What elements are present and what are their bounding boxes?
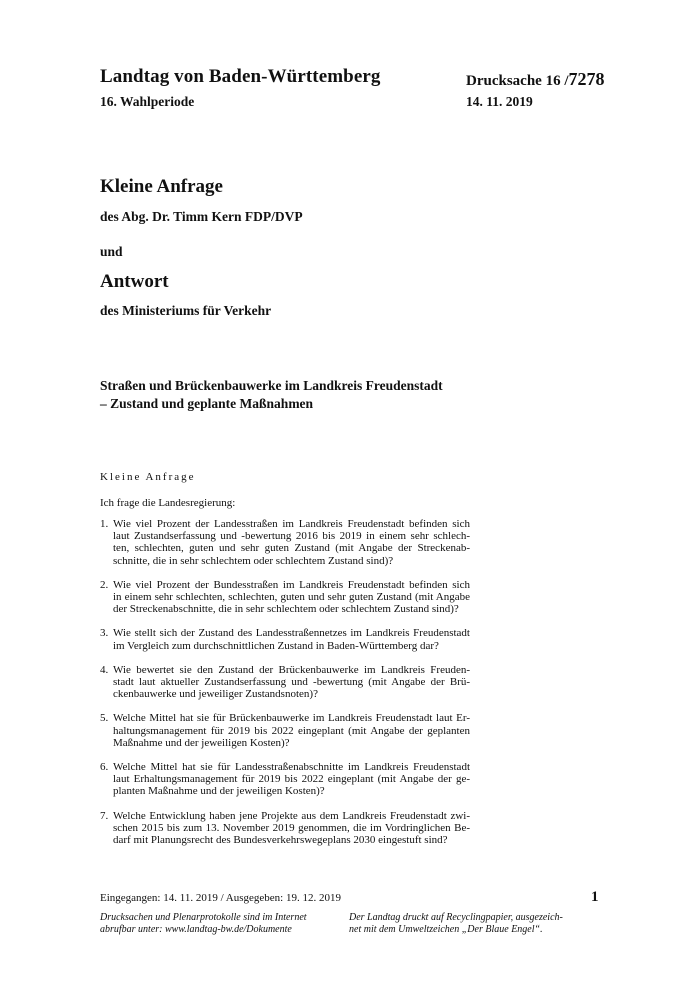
question-text-line: in einem sehr schlechten, schlechten, guten und sehr guten Zustand (mit Angabe — [113, 591, 470, 604]
question-text-line: darf mit Planungsrecht des Bundesverkehrswegeplans 2030 eingestuft sind? — [113, 834, 448, 847]
question-number: 3. — [100, 627, 109, 640]
topic-line-1: Straßen und Brückenbauwerke im Landkreis Freudenstadt — [100, 378, 443, 393]
question-text-line: Welche Entwicklung haben jene Projekte aus dem Landkreis Freudenstadt zwi- — [113, 809, 470, 822]
footer-internet-line-2: abrufbar unter: www.landtag-bw.de/Dokumente — [100, 923, 292, 935]
footer-recycling-line-1: Der Landtag druckt auf Recyclingpapier, ausgezeich- — [349, 912, 563, 923]
question-number: 2. — [100, 578, 109, 591]
question-text-line: im Vergleich zum durchschnittlichen Zustand in Baden-Württemberg dar? — [113, 639, 439, 652]
question-text-line: Wie viel Prozent der Bundesstraßen im Landkreis Freudenstadt befinden sich — [113, 578, 470, 591]
footer-recycling-line-2: net mit dem Umweltzeichen „Der Blaue Engel“. — [349, 923, 543, 935]
question-text-line: ten, schlechten, guten und sehr guten Zustand (mit Angabe der Streckenab- — [113, 542, 470, 555]
question-text-line: Welche Mittel hat sie für Landesstraßenabschnitte im Landkreis Freudenstadt — [113, 761, 470, 774]
footer-internet-line-1: Drucksachen und Plenarprotokolle sind im Internet — [100, 912, 307, 923]
question-item — [100, 664, 470, 701]
question-number: 4. — [100, 663, 109, 676]
question-item — [100, 712, 470, 749]
question-text-line: Wie stellt sich der Zustand des Landesstraßennetzes im Landkreis Freudenstadt — [113, 627, 470, 640]
election-period: 16. Wahlperiode — [100, 94, 195, 109]
intro-text: Ich frage die Landesregierung: — [100, 497, 236, 509]
question-item — [100, 579, 470, 616]
drucksache-number: 7278 — [568, 69, 605, 89]
und-line: und — [100, 244, 123, 259]
footer-internet-note — [100, 912, 307, 935]
question-item — [100, 518, 470, 567]
question-text-line: Wie viel Prozent der Landesstraßen im Landkreis Freudenstadt befinden sich — [113, 518, 470, 530]
question-text-line: laut Zustandserfassung und -bewertung 2016 bis 2019 in einem sehr schlech- — [113, 530, 470, 543]
footer-recycling-note — [349, 912, 563, 935]
question-item — [100, 810, 470, 847]
question-text-line: planten Maßnahme und der jeweiligen Kosten)? — [113, 785, 325, 798]
question-text-line: schen 2015 bis zum 13. November 2019 genommen, die im Vordringlichen Be- — [113, 821, 470, 834]
question-item — [100, 761, 470, 798]
question-number: 6. — [100, 761, 109, 774]
question-text-line: stadt laut aktueller Zustandserfassung und -bewertung (mit Angabe der Brü- — [113, 676, 470, 689]
question-number: 7. — [100, 809, 109, 822]
question-text-line: laut Erhaltungsmanagement für 2019 bis 2022 eingeplant (mit Angabe der ge- — [113, 773, 470, 786]
question-text-line: schnitte, die in sehr schlechtem oder schlechtem Zustand sind)? — [113, 554, 394, 567]
footer-dates: Eingegangen: 14. 11. 2019 / Ausgegeben: 19. 12. 2019 — [100, 892, 341, 904]
question-text-line: ckenbauwerke und jeweiliger Zustandsnoten)? — [113, 688, 318, 701]
drucksache-label — [466, 69, 605, 90]
heading-kleine-anfrage: Kleine Anfrage — [100, 176, 223, 197]
parliament-title: Landtag von Baden-Württemberg — [100, 66, 381, 87]
question-number: 1. — [100, 518, 109, 530]
question-number: 5. — [100, 712, 109, 725]
drucksache-prefix: Drucksache 16 / — [466, 73, 569, 89]
question-list — [100, 518, 470, 858]
question-text-line: der Streckenabschnitte, die in sehr schlechtem oder schlechtem Zustand sind)? — [113, 603, 459, 616]
question-text-line: Wie bewertet sie den Zustand der Brückenbauwerke im Landkreis Freuden- — [113, 663, 470, 676]
question-text-line: Maßnahme und der jeweiligen Kosten)? — [113, 736, 290, 749]
heading-antwort: Antwort — [100, 271, 169, 292]
topic-line-2: – Zustand und geplante Maßnahmen — [100, 396, 314, 411]
document-topic — [100, 377, 500, 413]
ministry-line: des Ministeriums für Verkehr — [100, 303, 272, 318]
question-item — [100, 627, 470, 651]
question-text-line: Welche Mittel hat sie für Brückenbauwerke im Landkreis Freudenstadt laut Er- — [113, 712, 470, 725]
author-line: des Abg. Dr. Timm Kern FDP/DVP — [100, 209, 303, 224]
page-number: 1 — [591, 889, 599, 905]
document-date: 14. 11. 2019 — [466, 94, 533, 109]
question-text-line: haltungsmanagement für 2019 bis 2022 eingeplant (mit Angabe der geplanten — [113, 724, 470, 737]
section-label: Kleine Anfrage — [100, 471, 196, 483]
